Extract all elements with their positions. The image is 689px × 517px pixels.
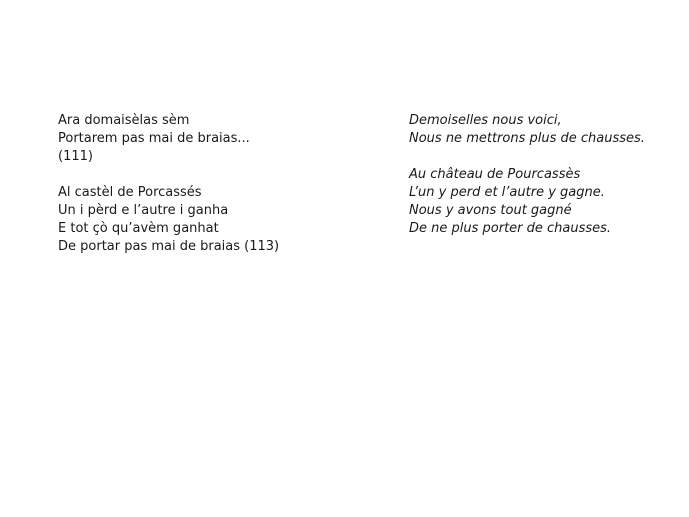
occitan-text-column (58, 112, 358, 256)
verse-line: Al castèl de Porcassés (58, 185, 202, 200)
verse-line: Au château de Pourcassès (409, 167, 581, 182)
verse-line: Portarem pas mai de braias... (58, 131, 250, 146)
occitan-stanza-1 (58, 112, 358, 166)
verse-line: Nous ne mettrons plus de chausses. (409, 131, 645, 146)
verse-line: L’un y perd et l’autre y gagne. (409, 185, 605, 200)
french-translation-column (409, 112, 679, 238)
verse-line: De ne plus porter de chausses. (409, 221, 612, 236)
occitan-stanza-2 (58, 184, 358, 256)
verse-line: De portar pas mai de braias (113) (58, 239, 280, 254)
verse-line: Un i pèrd e l’autre i ganha (58, 203, 229, 218)
verse-line: Nous y avons tout gagné (409, 203, 572, 218)
verse-line: (111) (58, 149, 93, 164)
verse-line: Ara domaisèlas sèm (58, 113, 190, 128)
verse-line: Demoiselles nous voici, (409, 113, 562, 128)
french-stanza-2 (409, 166, 679, 238)
verse-line: E tot çò qu’avèm ganhat (58, 221, 219, 236)
french-stanza-1 (409, 112, 679, 148)
